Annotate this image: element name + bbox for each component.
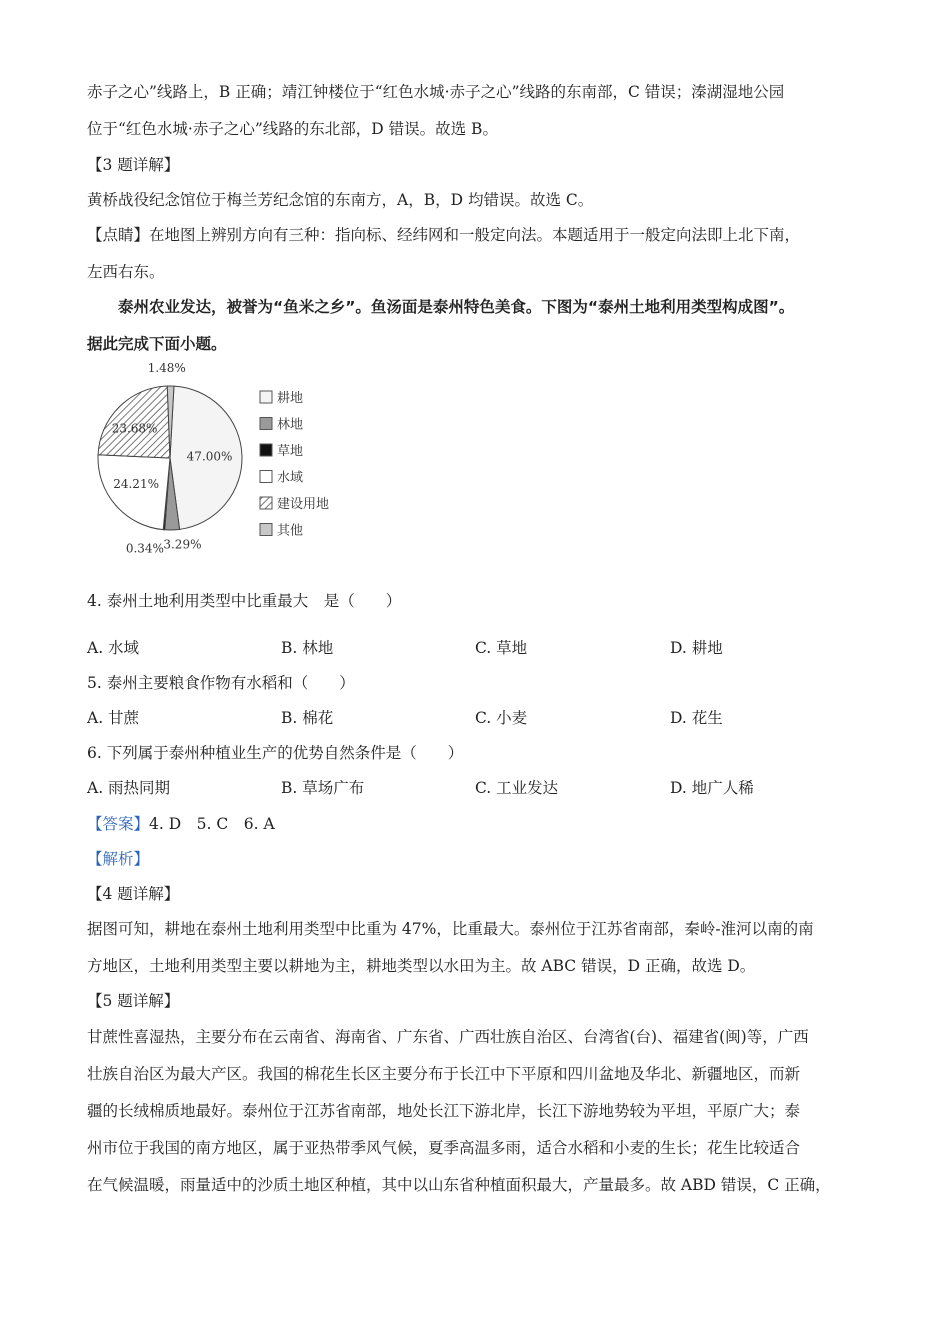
pie-label-建设用地: 23.68% — [111, 421, 158, 436]
legend-label-草地: 草地 — [277, 444, 304, 459]
answer-text: 4. D 5. C 6. A — [149, 815, 275, 833]
question-6-option-a[interactable]: A. 雨热同期 — [87, 779, 171, 797]
question-4-option-b[interactable]: B. 林地 — [281, 639, 334, 657]
paragraph-line: 壮族自治区为最大产区。我国的棉花生长区主要分布于长江中下平原和四川盆地及华北、新疆地区，而新 — [87, 1065, 801, 1083]
answer-line — [87, 814, 877, 834]
paragraph-line: 州市位于我国的南方地区，属于亚热带季风气候，夏季高温多雨，适合水稻和小麦的生长；花生比较适合 — [87, 1139, 801, 1157]
question-4-option-d[interactable]: D. 耕地 — [670, 639, 723, 657]
legend-label-水域: 水域 — [277, 470, 304, 486]
paragraph-line: 黄桥战役纪念馆位于梅兰芳纪念馆的东南方，A，B，D 均错误。故选 C。 — [87, 191, 594, 209]
legend-swatch-草地 — [260, 444, 272, 456]
question-5-option-d[interactable]: D. 花生 — [670, 709, 723, 727]
legend-swatch-其他 — [260, 524, 272, 536]
paragraph-line: 赤子之心”线路上，B 正确；靖江钟楼位于“红色水城·赤子之心”线路的东南部，C 错误；溱湖湿地公园 — [87, 83, 785, 101]
question-6-option-d[interactable]: D. 地广人稀 — [670, 779, 754, 797]
land-use-pie-chart — [92, 363, 352, 558]
tip-line: 左西右东。 — [87, 263, 165, 281]
pie-label-其他: 1.48% — [147, 363, 186, 376]
question-6-option-c[interactable]: C. 工业发达 — [475, 779, 559, 797]
legend-label-林地: 林地 — [277, 417, 304, 433]
question-5-stem: 5. 泰州主要粮食作物有水稻和（ ） — [87, 674, 355, 692]
question-4-stem: 4. 泰州土地利用类型中比重最大 是（ ） — [87, 592, 402, 610]
question-5-option-a[interactable]: A. 甘蔗 — [87, 709, 140, 727]
question-6-stem: 6. 下列属于泰州种植业生产的优势自然条件是（ ） — [87, 744, 464, 762]
question-5-option-c[interactable]: C. 小麦 — [475, 709, 528, 727]
legend-label-建设用地: 建设用地 — [277, 497, 330, 512]
pie-label-草地: 0.34% — [125, 541, 164, 556]
legend-swatch-耕地 — [260, 391, 272, 403]
section-heading-q5: 【5 题详解】 — [87, 992, 180, 1010]
paragraph-line: 方地区，土地利用类型主要以耕地为主，耕地类型以水田为主。故 ABC 错误，D 正确，故选 D。 — [87, 957, 756, 975]
question-6-option-b[interactable]: B. 草场广布 — [281, 779, 365, 797]
paragraph-line: 据图可知，耕地在泰州土地利用类型中比重为 47%，比重最大。泰州位于江苏省南部，秦岭-淮河以南的南 — [87, 920, 814, 938]
pie-label-耕地: 47.00% — [186, 449, 233, 464]
pie-slice-水域 — [98, 455, 170, 530]
legend-swatch-水域 — [260, 471, 272, 483]
section-heading-q4: 【4 题详解】 — [87, 885, 180, 903]
paragraph-line: 疆的长绒棉质地最好。泰州位于江苏省南部，地处长江下游北岸，长江下游地势较为平坦，平原广大；泰 — [87, 1102, 801, 1120]
section-heading-q3: 【3 题详解】 — [87, 156, 180, 174]
paragraph-line: 位于“红色水城·赤子之心”线路的东北部，D 错误。故选 B。 — [87, 120, 498, 138]
legend-swatch-建设用地 — [260, 497, 272, 509]
legend-label-其他: 其他 — [277, 523, 304, 539]
intro-line: 泰州农业发达，被誉为“鱼米之乡”。鱼汤面是泰州特色美食。下图为“泰州土地利用类型构成图”。 — [118, 298, 795, 316]
analysis-label: 【解析】 — [87, 850, 150, 868]
answer-label: 【答案】 — [87, 815, 150, 833]
pie-label-水域: 24.21% — [113, 476, 159, 491]
question-4-option-a[interactable]: A. 水域 — [87, 639, 140, 657]
paragraph-line: 甘蔗性喜湿热，主要分布在云南省、海南省、广东省、广西壮族自治区、台湾省(台)、福建省(闽)等，广西 — [87, 1028, 809, 1046]
paragraph-line: 在气候温暖，雨量适中的沙质土地区种植，其中以山东省种植面积最大，产量最多。故 ABD 错误，C 正确， — [87, 1176, 831, 1194]
legend-swatch-林地 — [260, 418, 272, 430]
tip-line: 【点睛】在地图上辨别方向有三种：指向标、经纬网和一般定向法。本题适用于一般定向法即上北下南， — [87, 226, 801, 244]
pie-label-林地: 3.29% — [163, 537, 202, 552]
legend-label-耕地: 耕地 — [277, 391, 304, 406]
intro-line: 据此完成下面小题。 — [87, 335, 227, 353]
question-4-option-c[interactable]: C. 草地 — [475, 639, 528, 657]
question-5-option-b[interactable]: B. 棉花 — [281, 709, 334, 727]
